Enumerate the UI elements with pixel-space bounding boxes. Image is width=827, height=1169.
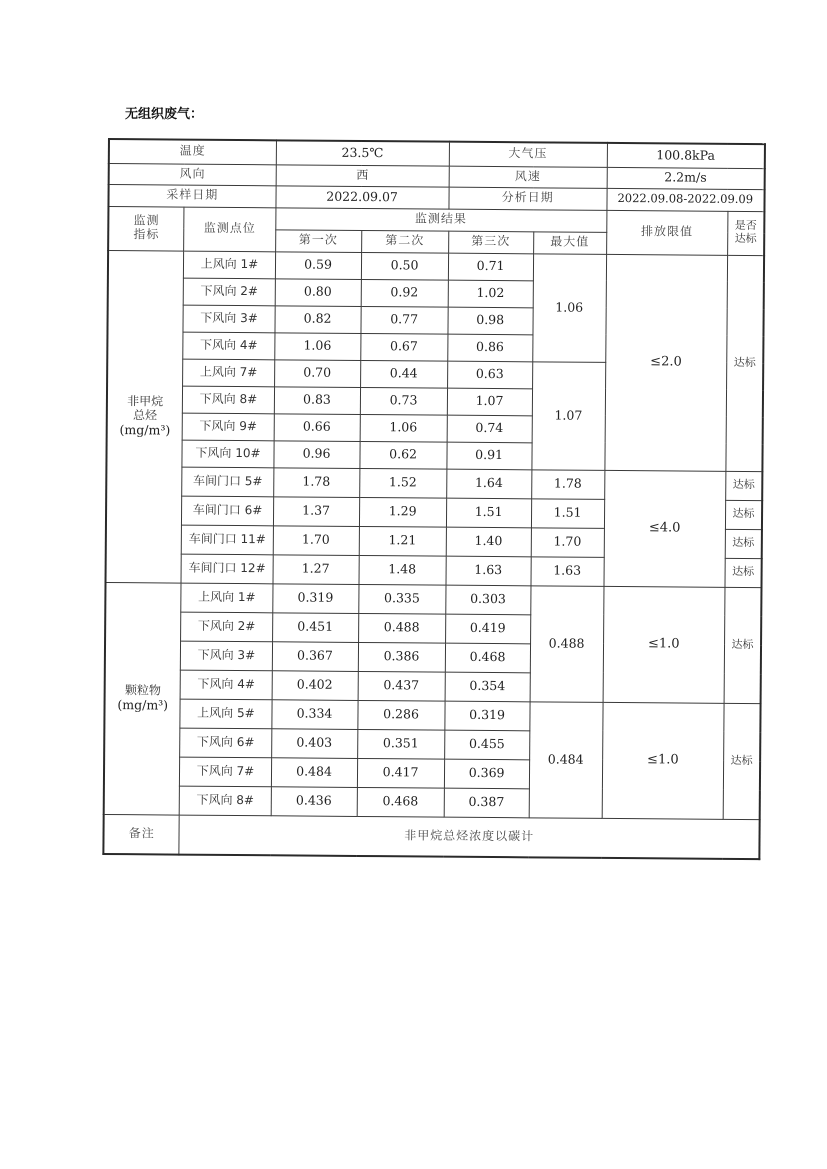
remark-text: 非甲烷总烃浓度以碳计 bbox=[179, 815, 759, 860]
point-cell: 上风向 1# bbox=[181, 583, 272, 613]
value-cell: 0.62 bbox=[359, 441, 446, 469]
value-cell: 0.437 bbox=[358, 671, 445, 701]
monitoring-table bbox=[102, 138, 766, 860]
header-limit: 排放限值 bbox=[606, 210, 728, 255]
value-cell: 0.74 bbox=[447, 415, 532, 443]
point-cell: 上风向 5# bbox=[180, 699, 271, 729]
header-compliance-line1: 是否 bbox=[734, 219, 757, 233]
point-cell: 下风向 8# bbox=[180, 786, 271, 816]
pressure-label: 大气压 bbox=[449, 142, 607, 167]
header-results: 监测结果 bbox=[275, 207, 606, 232]
value-cell: 0.386 bbox=[358, 642, 445, 672]
value-cell: 1.29 bbox=[359, 497, 446, 527]
value-cell: 0.44 bbox=[360, 360, 447, 388]
value-cell: 0.334 bbox=[271, 699, 357, 729]
header-indicator bbox=[108, 206, 184, 251]
group-pm-unit: (mg/m³) bbox=[117, 696, 169, 713]
pressure-value: 100.8kPa bbox=[607, 143, 765, 168]
value-cell: 0.303 bbox=[445, 585, 530, 615]
value-cell: 1.37 bbox=[273, 496, 359, 526]
value-cell: 0.436 bbox=[271, 786, 357, 816]
wind-speed-label: 风速 bbox=[449, 166, 607, 188]
max-cell: 1.70 bbox=[531, 527, 604, 557]
value-cell: 0.77 bbox=[361, 306, 448, 334]
group-nmhc-line2: 总烃 bbox=[132, 408, 158, 423]
value-cell: 0.319 bbox=[444, 701, 529, 731]
group-pm-line1: 颗粒物 bbox=[124, 683, 161, 698]
value-cell: 0.59 bbox=[275, 251, 361, 279]
compliance-cell: 达标 bbox=[725, 529, 762, 558]
point-cell: 下风向 2# bbox=[184, 278, 275, 306]
value-cell: 1.02 bbox=[448, 280, 533, 308]
point-cell: 车间门口 6# bbox=[182, 496, 273, 526]
compliance-cell: 达标 bbox=[726, 471, 763, 500]
wind-dir-value: 西 bbox=[276, 164, 449, 186]
point-cell: 下风向 8# bbox=[183, 386, 274, 414]
value-cell: 0.367 bbox=[272, 641, 358, 671]
point-cell: 下风向 9# bbox=[183, 413, 274, 441]
monitoring-sheet bbox=[102, 138, 766, 871]
value-cell: 0.92 bbox=[361, 279, 448, 307]
limit-cell: ≤1.0 bbox=[602, 702, 724, 819]
group-pm bbox=[104, 582, 182, 815]
value-cell: 0.488 bbox=[358, 613, 445, 643]
header-second: 第二次 bbox=[361, 230, 448, 253]
value-cell: 0.417 bbox=[357, 758, 444, 788]
point-cell: 下风向 4# bbox=[183, 332, 274, 360]
analysis-date-label: 分析日期 bbox=[449, 187, 607, 210]
value-cell: 0.484 bbox=[271, 757, 357, 787]
value-cell: 0.82 bbox=[274, 305, 360, 333]
value-cell: 1.70 bbox=[273, 525, 359, 555]
temp-value: 23.5℃ bbox=[276, 140, 449, 165]
value-cell: 0.387 bbox=[444, 788, 529, 818]
value-cell: 0.80 bbox=[275, 278, 361, 306]
header-compliance bbox=[728, 211, 765, 255]
header-compliance-line2: 达标 bbox=[734, 231, 757, 246]
group-nmhc bbox=[106, 250, 185, 583]
value-cell: 1.64 bbox=[446, 469, 531, 499]
value-cell: 1.06 bbox=[274, 332, 360, 360]
value-cell: 1.06 bbox=[360, 414, 447, 442]
value-cell: 0.369 bbox=[444, 759, 529, 789]
value-cell: 0.286 bbox=[357, 700, 444, 730]
header-indicator-line1: 监测 bbox=[133, 213, 160, 228]
max-cell: 1.78 bbox=[531, 469, 604, 499]
value-cell: 0.403 bbox=[271, 728, 357, 758]
point-cell: 下风向 6# bbox=[180, 728, 271, 758]
max-cell: 1.07 bbox=[532, 361, 606, 470]
compliance-cell: 达标 bbox=[725, 558, 762, 587]
point-cell: 车间门口 5# bbox=[182, 467, 273, 497]
value-cell: 1.52 bbox=[359, 468, 446, 498]
value-cell: 0.73 bbox=[360, 387, 447, 415]
wind-dir-label: 风向 bbox=[109, 163, 276, 185]
limit-cell: ≤1.0 bbox=[603, 586, 725, 703]
group-nmhc-unit: (mg/m³) bbox=[119, 421, 171, 438]
point-cell: 下风向 10# bbox=[182, 440, 273, 468]
compliance-cell: 达标 bbox=[725, 500, 762, 529]
value-cell: 0.66 bbox=[274, 413, 360, 441]
analysis-date-value: 2022.09.08-2022.09.09 bbox=[606, 188, 764, 211]
compliance-cell: 达标 bbox=[723, 703, 760, 819]
remark-label: 备注 bbox=[103, 814, 179, 855]
compliance-cell: 达标 bbox=[724, 587, 761, 703]
point-cell: 车间门口 12# bbox=[181, 554, 272, 584]
point-cell: 下风向 3# bbox=[183, 305, 274, 333]
value-cell: 1.27 bbox=[273, 554, 359, 584]
value-cell: 0.468 bbox=[357, 787, 444, 817]
value-cell: 0.67 bbox=[360, 333, 447, 361]
point-cell: 下风向 3# bbox=[181, 641, 272, 671]
header-max: 最大值 bbox=[533, 231, 606, 254]
value-cell: 0.468 bbox=[445, 643, 530, 673]
max-cell: 1.06 bbox=[532, 253, 606, 362]
value-cell: 0.455 bbox=[444, 730, 529, 760]
section-heading: 无组织废气： bbox=[125, 107, 204, 122]
max-cell: 1.63 bbox=[531, 556, 604, 586]
value-cell: 0.402 bbox=[272, 670, 358, 700]
sample-date-label: 采样日期 bbox=[108, 184, 275, 207]
point-cell: 下风向 7# bbox=[180, 757, 271, 787]
sample-date-value: 2022.09.07 bbox=[275, 185, 448, 208]
value-cell: 0.98 bbox=[448, 307, 533, 335]
value-cell: 0.335 bbox=[358, 584, 445, 614]
value-cell: 0.419 bbox=[445, 614, 530, 644]
value-cell: 0.83 bbox=[274, 386, 360, 414]
point-cell: 下风向 2# bbox=[181, 612, 272, 642]
max-cell: 0.484 bbox=[529, 701, 603, 818]
value-cell: 0.71 bbox=[448, 253, 533, 281]
value-cell: 1.40 bbox=[446, 527, 531, 557]
value-cell: 0.319 bbox=[272, 583, 358, 613]
header-first: 第一次 bbox=[275, 229, 361, 252]
value-cell: 1.63 bbox=[446, 556, 531, 586]
value-cell: 0.86 bbox=[447, 334, 532, 362]
point-cell: 上风向 1# bbox=[184, 251, 275, 279]
value-cell: 1.07 bbox=[447, 388, 532, 416]
point-cell: 下风向 4# bbox=[181, 670, 272, 700]
header-indicator-line2: 指标 bbox=[133, 227, 160, 242]
value-cell: 0.63 bbox=[447, 361, 532, 389]
value-cell: 1.78 bbox=[273, 467, 359, 497]
max-cell: 1.51 bbox=[531, 498, 604, 528]
group-nmhc-line1: 非甲烷 bbox=[127, 394, 164, 409]
value-cell: 0.351 bbox=[357, 729, 444, 759]
header-point: 监测点位 bbox=[184, 207, 275, 252]
value-cell: 0.91 bbox=[447, 442, 532, 470]
value-cell: 0.96 bbox=[273, 440, 359, 468]
wind-speed-value: 2.2m/s bbox=[607, 167, 765, 189]
value-cell: 0.451 bbox=[272, 612, 358, 642]
header-row-1 bbox=[108, 206, 764, 233]
value-cell: 1.21 bbox=[359, 526, 446, 556]
value-cell: 0.354 bbox=[445, 672, 530, 702]
value-cell: 1.51 bbox=[446, 498, 531, 528]
point-cell: 上风向 7# bbox=[183, 359, 274, 387]
temp-label: 温度 bbox=[109, 139, 276, 164]
value-cell: 1.48 bbox=[359, 555, 446, 585]
remark-row bbox=[103, 814, 759, 859]
value-cell: 0.70 bbox=[274, 359, 360, 387]
point-cell: 车间门口 11# bbox=[182, 525, 273, 555]
compliance-cell: 达标 bbox=[726, 255, 764, 471]
limit-cell: ≤4.0 bbox=[604, 470, 726, 587]
header-third: 第三次 bbox=[448, 231, 533, 254]
value-cell: 0.50 bbox=[361, 252, 448, 280]
max-cell: 0.488 bbox=[530, 585, 604, 702]
limit-cell: ≤2.0 bbox=[604, 254, 727, 471]
